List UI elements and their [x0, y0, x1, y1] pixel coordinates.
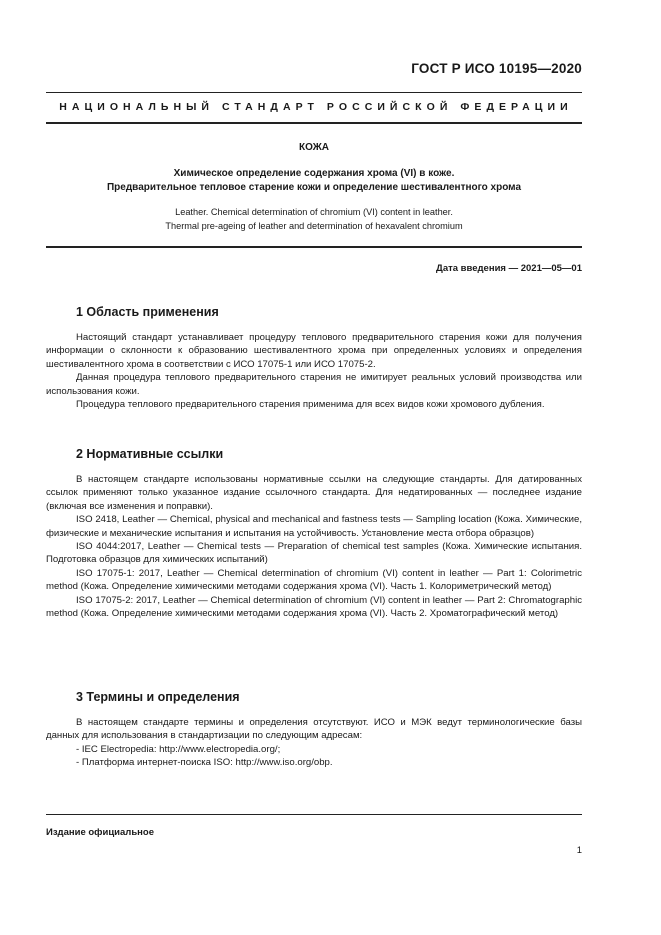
document-title: КОЖА	[298, 142, 329, 153]
paragraph: В настоящем стандарте термины и определения отсутствуют. ИСО и МЭК ведут терминологические базы данных для использования в стандартизации по следующим адресам:	[46, 717, 582, 742]
section-1-heading: 1 Область применения	[76, 305, 219, 319]
section-3-body	[46, 716, 582, 770]
reference-iso-4044: ISO 4044:2017, Leather — Chemical tests — Preparation of chemical test samples (Кожа. Химические испытания. Подготовка образцов для химических испытаний)	[46, 541, 582, 566]
paragraph: Процедура теплового предварительного старения применима для всех видов кожи хромового дубления.	[76, 399, 545, 411]
list-item-iso-obp: - Платформа интернет-поиска ISO: http://www.iso.org/obp.	[76, 757, 333, 769]
reference-iso-17075-2: ISO 17075-2: 2017, Leather — Chemical determination of chromium (VI) content in leather — Part 2: Chromatographic method (Кожа. Определение химическими методами содержания хрома (VI). Часть 2. Хроматографический метод)	[46, 594, 582, 620]
section-2-heading: 2 Нормативные ссылки	[76, 447, 224, 461]
section-2-body	[46, 473, 582, 620]
reference-iso-2418: ISO 2418, Leather — Chemical, physical and mechanical and fastness tests — Sampling location (Кожа. Химические, физические и механические испытания и испытания на устойчивость. Установление места отбора образцов)	[46, 514, 582, 539]
standard-number: ГОСТ Р ИСО 10195—2020	[411, 61, 582, 76]
paragraph: Данная процедура теплового предварительного старения не имитирует реальных условий производства или использования кожи.	[46, 372, 582, 397]
paragraph: В настоящем стандарте использованы нормативные ссылки на следующие стандарты. Для датированных ссылок применяют только указанное издание ссылочного стандарта. Для недатированных — последнее издание (включая все изменения и поправки).	[46, 474, 582, 512]
section-3-heading: 3 Термины и определения	[76, 690, 240, 704]
official-edition-label: Издание официальное	[46, 827, 154, 838]
introduction-date: Дата введения — 2021—05—01	[436, 263, 582, 274]
top-divider	[46, 92, 582, 93]
paragraph: Настоящий стандарт устанавливает процедуру теплового предварительного старения кожи для получения информации о склонности к образованию шестивалентного хрома при определенных условиях и определения шестивалентного хрома в соответствии с ИСО 17075-1 или ИСО 17075-2.	[46, 332, 582, 370]
section-1-body	[46, 331, 582, 411]
reference-iso-17075-1: ISO 17075-1: 2017, Leather — Chemical determination of chromium (VI) content in leather — Part 1: Colorimetric method (Кожа. Определение химическими методами содержания хрома (VI). Часть 1. Колориметрический метод)	[46, 567, 582, 593]
title-english-line-1: Leather. Chemical determination of chromium (VI) content in leather.	[175, 207, 453, 217]
list-item-electropedia: - IEC Electropedia: http://www.electropedia.org/;	[76, 743, 281, 755]
banner-divider	[46, 122, 582, 124]
title-english-line-2: Thermal pre-ageing of leather and determination of hexavalent chromium	[165, 221, 463, 231]
page-number: 1	[576, 845, 582, 856]
title-russian	[46, 167, 582, 195]
title-divider	[46, 246, 582, 248]
title-english	[46, 205, 582, 233]
footer-divider	[46, 814, 582, 815]
title-russian-line-1: Химическое определение содержания хрома (VI) в коже.	[173, 168, 455, 179]
standard-banner: НАЦИОНАЛЬНЫЙ СТАНДАРТ РОССИЙСКОЙ ФЕДЕРАЦИИ	[59, 101, 573, 113]
title-russian-line-2: Предварительное тепловое старение кожи и определение шестивалентного хрома	[106, 182, 522, 193]
